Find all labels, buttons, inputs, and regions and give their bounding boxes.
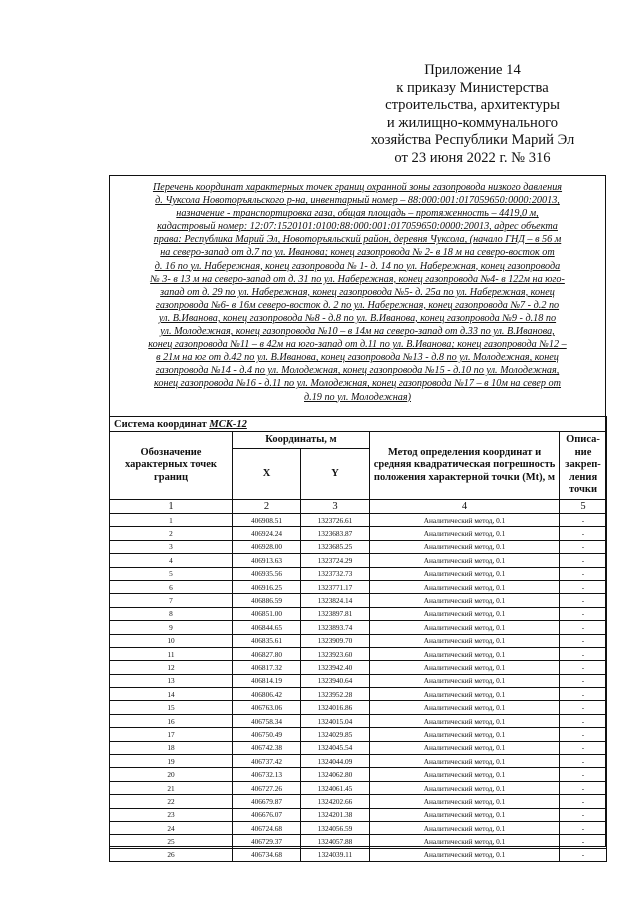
description-line: № 3- в 13 м на северо-запад от д. 31 по ул. Набережная, конец газопровода №4- в 122м на юго-: [150, 273, 565, 285]
method-cell: Аналитический метод, 0.1: [370, 848, 560, 861]
table-row: [110, 647, 607, 660]
description-line: на северо-запад от д.7 по ул. Иванова; конец газопровода № 2- в 18 м на северо-восток от: [160, 247, 555, 259]
method-cell: Аналитический метод, 0.1: [370, 634, 560, 647]
method-cell: Аналитический метод, 0.1: [370, 755, 560, 768]
point-number-cell: 17: [110, 728, 233, 741]
x-coordinate-cell: 406827.80: [233, 647, 301, 660]
x-coordinate-cell: 406844.65: [233, 621, 301, 634]
table-row: [110, 607, 607, 620]
table-row: [110, 527, 607, 540]
fixing-description-cell: -: [560, 808, 607, 821]
method-cell: Аналитический метод, 0.1: [370, 741, 560, 754]
header-designation: Обозначение характерных точек границ: [110, 432, 233, 500]
description-line: конец газопровода №16 - д.11 по ул. Молодежная, конец газопровода №17 – в 10м на север от: [153, 378, 562, 390]
column-number: 3: [301, 500, 370, 514]
table-row: [110, 728, 607, 741]
table-row: [110, 821, 607, 834]
fixing-description-cell: -: [560, 714, 607, 727]
method-cell: Аналитический метод, 0.1: [370, 688, 560, 701]
fixing-description-cell: -: [560, 781, 607, 794]
fixing-description-cell: -: [560, 688, 607, 701]
y-coordinate-cell: 1323893.74: [301, 621, 370, 634]
x-coordinate-cell: 406732.13: [233, 768, 301, 781]
x-coordinate-cell: 406928.00: [233, 540, 301, 553]
y-coordinate-cell: 1324057.88: [301, 835, 370, 848]
fixing-description-cell: -: [560, 848, 607, 861]
point-number-cell: 5: [110, 567, 233, 580]
description-line: ул. В.Иванова, конец газопровода №8 - д.8 по ул. В.Иванова, конец газопровода №9 - д.18 по: [158, 312, 557, 324]
y-coordinate-cell: 1323897.81: [301, 607, 370, 620]
y-coordinate-cell: 1323942.40: [301, 661, 370, 674]
table-row: [110, 580, 607, 593]
y-coordinate-cell: 1323724.29: [301, 554, 370, 567]
table-row: [110, 741, 607, 754]
x-coordinate-cell: 406806.42: [233, 688, 301, 701]
coordinate-system-value: МСК-12: [209, 418, 247, 430]
y-coordinate-cell: 1323771.17: [301, 580, 370, 593]
description-line: Перечень координат характерных точек границ охранной зоны газопровода низкого давления: [152, 182, 563, 193]
description-line: назначение - транспортировка газа, общая площадь – протяженность – 4419,0 м,: [176, 208, 539, 220]
table-row: [110, 848, 607, 861]
x-coordinate-cell: 406750.49: [233, 728, 301, 741]
method-cell: Аналитический метод, 0.1: [370, 808, 560, 821]
y-coordinate-cell: 1324061.45: [301, 781, 370, 794]
method-cell: Аналитический метод, 0.1: [370, 554, 560, 567]
description-line: д. 16 по ул. Набережная, конец газопровода № 1- д. 14 по ул. Набережная, конец газопровода: [154, 260, 561, 272]
table-row: [110, 755, 607, 768]
fixing-description-cell: -: [560, 554, 607, 567]
column-number: 4: [370, 500, 560, 514]
fixing-description-cell: -: [560, 594, 607, 607]
point-number-cell: 23: [110, 808, 233, 821]
header-line: к приказу Министерства: [396, 79, 549, 96]
fixing-description-cell: -: [560, 821, 607, 834]
point-number-cell: 2: [110, 527, 233, 540]
fixing-description-cell: -: [560, 795, 607, 808]
description-line: ул. Молодежная, конец газопровода №10 – в 14м на северо-запад от д.33 по ул. В.Иванова,: [160, 326, 555, 338]
header-line: и жилищно-коммунального: [386, 114, 559, 131]
method-cell: Аналитический метод, 0.1: [370, 768, 560, 781]
fixing-description-cell: -: [560, 674, 607, 687]
y-coordinate-cell: 1324056.59: [301, 821, 370, 834]
x-coordinate-cell: 406758.34: [233, 714, 301, 727]
method-cell: Аналитический метод, 0.1: [370, 795, 560, 808]
x-coordinate-cell: 406727.26: [233, 781, 301, 794]
method-cell: Аналитический метод, 0.1: [370, 567, 560, 580]
header-y: Y: [301, 449, 370, 500]
y-coordinate-cell: 1324045.54: [301, 741, 370, 754]
y-coordinate-cell: 1324062.80: [301, 768, 370, 781]
point-number-cell: 6: [110, 580, 233, 593]
method-cell: Аналитический метод, 0.1: [370, 821, 560, 834]
point-number-cell: 8: [110, 607, 233, 620]
y-coordinate-cell: 1323940.64: [301, 674, 370, 687]
description-line: запад от д. 29 по ул. Набережная, конец газопровода №5- д. 25а по ул. Набережная, конец: [160, 286, 555, 298]
point-number-cell: 14: [110, 688, 233, 701]
description-line: газопровода №14 - д.4 по ул. Молодежная, конец газопровода №15 - д.10 по ул. Молодежная,: [155, 365, 560, 377]
method-cell: Аналитический метод, 0.1: [370, 580, 560, 593]
description-line: права: Республика Марий Эл, Новоторъяльский район, деревня Чуксола, (начало ГНД – в 56 м: [153, 234, 562, 246]
table-row: [110, 594, 607, 607]
table-row: [110, 567, 607, 580]
point-number-cell: 15: [110, 701, 233, 714]
y-coordinate-cell: 1324029.85: [301, 728, 370, 741]
description-line: в 21м на юг от д.42 по ул. В.Иванова, конец газопровода №13 - д.8 по ул. Молодежная, конец: [156, 352, 559, 364]
fixing-description-cell: -: [560, 768, 607, 781]
point-number-cell: 11: [110, 647, 233, 660]
point-number-cell: 21: [110, 781, 233, 794]
x-coordinate-cell: 406724.68: [233, 821, 301, 834]
header-fixing-description: Описа-ние закреп-ления точки: [560, 432, 607, 500]
point-number-cell: 12: [110, 661, 233, 674]
method-cell: Аналитический метод, 0.1: [370, 835, 560, 848]
x-coordinate-cell: 406916.25: [233, 580, 301, 593]
fixing-description-cell: -: [560, 835, 607, 848]
table-row: [110, 795, 607, 808]
table-row: [110, 688, 607, 701]
fixing-description-cell: -: [560, 567, 607, 580]
table-row: [110, 808, 607, 821]
point-number-cell: 4: [110, 554, 233, 567]
y-coordinate-cell: 1323909.70: [301, 634, 370, 647]
table-row: [110, 540, 607, 553]
method-cell: Аналитический метод, 0.1: [370, 607, 560, 620]
point-number-cell: 3: [110, 540, 233, 553]
x-coordinate-cell: 406908.51: [233, 514, 301, 527]
point-number-cell: 22: [110, 795, 233, 808]
point-number-cell: 9: [110, 621, 233, 634]
x-coordinate-cell: 406814.19: [233, 674, 301, 687]
method-cell: Аналитический метод, 0.1: [370, 527, 560, 540]
x-coordinate-cell: 406835.61: [233, 634, 301, 647]
x-coordinate-cell: 406924.24: [233, 527, 301, 540]
method-cell: Аналитический метод, 0.1: [370, 621, 560, 634]
coordinate-system-label: Система координат: [114, 418, 207, 430]
header-x: X: [233, 449, 301, 500]
y-coordinate-cell: 1324201.38: [301, 808, 370, 821]
point-number-cell: 10: [110, 634, 233, 647]
x-coordinate-cell: 406676.07: [233, 808, 301, 821]
fixing-description-cell: -: [560, 755, 607, 768]
x-coordinate-cell: 406742.38: [233, 741, 301, 754]
fixing-description-cell: -: [560, 607, 607, 620]
x-coordinate-cell: 406935.56: [233, 567, 301, 580]
y-coordinate-cell: 1323683.87: [301, 527, 370, 540]
description-line: кадастровый номер: 12:07:1520101:0100:88:000:001:017059650:0000:20013, адрес объекта: [157, 221, 558, 233]
y-coordinate-cell: 1324044.09: [301, 755, 370, 768]
point-number-cell: 1: [110, 514, 233, 527]
column-number: 5: [560, 500, 607, 514]
fixing-description-cell: -: [560, 514, 607, 527]
point-number-cell: 25: [110, 835, 233, 848]
table-row: [110, 514, 607, 527]
method-cell: Аналитический метод, 0.1: [370, 674, 560, 687]
fixing-description-cell: -: [560, 540, 607, 553]
point-number-cell: 19: [110, 755, 233, 768]
description-line: газопровода №6- в 16м северо-восток д. 2 по ул. Набережная, конец газопровода №7 - д.2 по: [155, 299, 560, 311]
fixing-description-cell: -: [560, 701, 607, 714]
method-cell: Аналитический метод, 0.1: [370, 781, 560, 794]
point-number-cell: 16: [110, 714, 233, 727]
fixing-description-cell: -: [560, 728, 607, 741]
y-coordinate-cell: 1324039.11: [301, 848, 370, 861]
fixing-description-cell: -: [560, 527, 607, 540]
table-row: [110, 661, 607, 674]
x-coordinate-cell: 406763.06: [233, 701, 301, 714]
object-description: [112, 181, 603, 404]
y-coordinate-cell: 1323923.60: [301, 647, 370, 660]
fixing-description-cell: -: [560, 661, 607, 674]
y-coordinate-cell: 1323732.73: [301, 567, 370, 580]
table-row: [110, 781, 607, 794]
appendix-header: [345, 62, 600, 168]
description-line: конец газопровода №11 – в 42м на юго-запад от д.11 по ул. В.Иванова; конец газопровода №12 –: [148, 339, 567, 351]
fixing-description-cell: -: [560, 741, 607, 754]
y-coordinate-cell: 1323685.25: [301, 540, 370, 553]
header-line: строительства, архитектуры: [385, 97, 560, 114]
header-line: от 23 июня 2022 г. № 316: [394, 149, 551, 166]
table-row: [110, 835, 607, 848]
description-line: д.19 по ул. Молодежная): [304, 391, 411, 403]
y-coordinate-cell: 1324015.04: [301, 714, 370, 727]
y-coordinate-cell: 1323824.14: [301, 594, 370, 607]
fixing-description-cell: -: [560, 634, 607, 647]
table-row: [110, 674, 607, 687]
y-coordinate-cell: 1324202.66: [301, 795, 370, 808]
method-cell: Аналитический метод, 0.1: [370, 594, 560, 607]
x-coordinate-cell: 406679.87: [233, 795, 301, 808]
point-number-cell: 7: [110, 594, 233, 607]
method-cell: Аналитический метод, 0.1: [370, 714, 560, 727]
column-number: 1: [110, 500, 233, 514]
coordinate-system-cell: [110, 417, 607, 432]
y-coordinate-cell: 1323952.28: [301, 688, 370, 701]
x-coordinate-cell: 406886.59: [233, 594, 301, 607]
column-number: 2: [233, 500, 301, 514]
point-number-cell: 13: [110, 674, 233, 687]
point-number-cell: 26: [110, 848, 233, 861]
x-coordinate-cell: 406734.68: [233, 848, 301, 861]
x-coordinate-cell: 406817.32: [233, 661, 301, 674]
method-cell: Аналитический метод, 0.1: [370, 728, 560, 741]
point-number-cell: 24: [110, 821, 233, 834]
header-method: Метод определения координат и средняя квадратическая погрешность положения характерной точки (Mt), м: [370, 432, 560, 500]
point-number-cell: 18: [110, 741, 233, 754]
method-cell: Аналитический метод, 0.1: [370, 514, 560, 527]
y-coordinate-cell: 1324016.86: [301, 701, 370, 714]
x-coordinate-cell: 406851.00: [233, 607, 301, 620]
table-row: [110, 768, 607, 781]
table-row: [110, 634, 607, 647]
method-cell: Аналитический метод, 0.1: [370, 661, 560, 674]
fixing-description-cell: -: [560, 647, 607, 660]
header-coordinates: Координаты, м: [233, 432, 370, 449]
x-coordinate-cell: 406913.63: [233, 554, 301, 567]
table-row: [110, 701, 607, 714]
method-cell: Аналитический метод, 0.1: [370, 647, 560, 660]
header-line: Приложение 14: [424, 62, 521, 78]
table-row: [110, 714, 607, 727]
description-line: д. Чуксола Новоторъяльского р-на, инвентарный номер – 88:000:001:017059650:0000:20013,: [155, 195, 560, 207]
x-coordinate-cell: 406729.37: [233, 835, 301, 848]
header-line: хозяйства Республики Марий Эл: [370, 132, 575, 149]
fixing-description-cell: -: [560, 621, 607, 634]
method-cell: Аналитический метод, 0.1: [370, 701, 560, 714]
method-cell: Аналитический метод, 0.1: [370, 540, 560, 553]
point-number-cell: 20: [110, 768, 233, 781]
y-coordinate-cell: 1323726.61: [301, 514, 370, 527]
table-row: [110, 554, 607, 567]
x-coordinate-cell: 406737.42: [233, 755, 301, 768]
fixing-description-cell: -: [560, 580, 607, 593]
table-row: [110, 621, 607, 634]
coordinates-table: [109, 416, 607, 862]
